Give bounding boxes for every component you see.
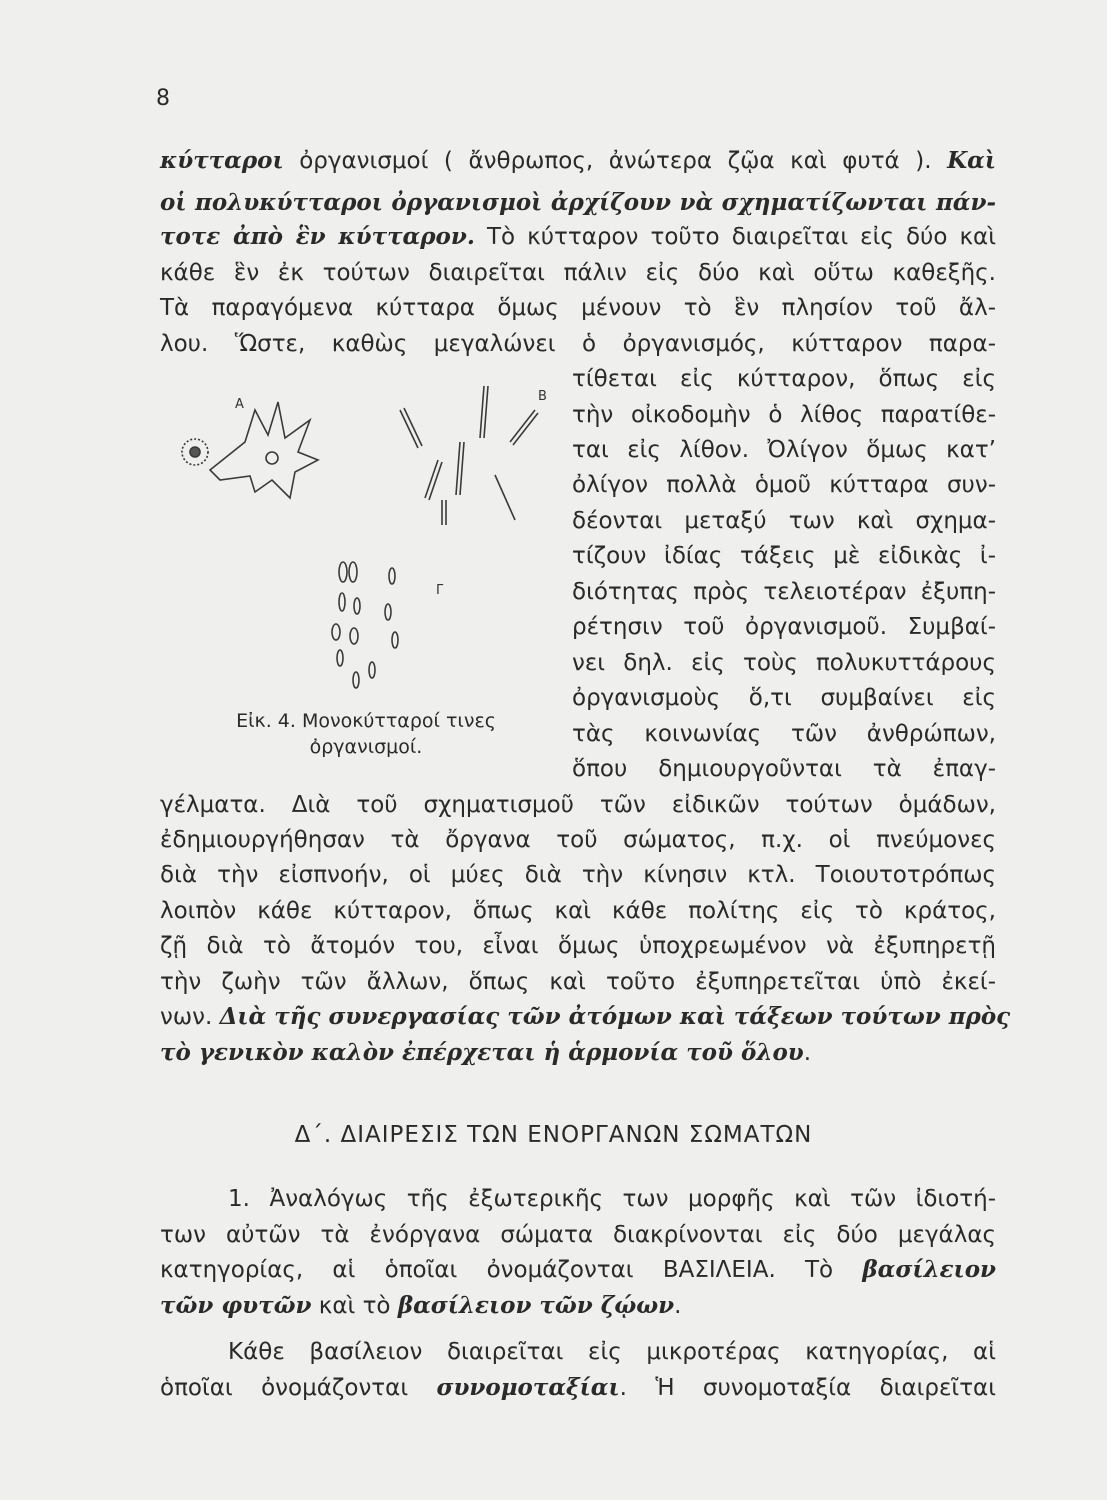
text-line: οἱ πολυκύτταροι ὀργανισμοὶ ἀρχίζουν νὰ σχηματίζωνται πάν- [160,189,996,216]
text-line: διὰ τὴν εἰσπνοήν, οἱ μύες διὰ τὴν κίνησιν κτλ. Τοιουτοτρόπως [160,862,996,888]
text-line: λοιπὸν κάθε κύτταρον, ὅπως καὶ κάθε πολίτης εἰς τὸ κράτος, [160,898,996,924]
figure-caption [196,708,536,760]
text-line: τίζουν ἰδίας τάξεις μὲ εἰδικὰς ἰ- [572,543,996,569]
text-line: τῶν φυτῶν καὶ τὸ βασίλειον τῶν ζῴων. [160,1292,682,1319]
text-line: νει δηλ. εἰς τοὺς πολυκυττάρους [572,650,996,676]
text-line: των αὐτῶν τὰ ἐνόργανα σώματα διακρίνονται εἰς δύο μεγάλας [160,1222,996,1248]
text-line: ὀλίγον πολλὰ ὁμοῦ κύτταρα συν- [572,472,996,498]
text-line: ὀργανισμοὺς ὅ,τι συμβαίνει εἰς [572,685,996,711]
figure-label-a: Α [235,397,244,412]
page-number: 8 [156,86,170,111]
text-line: τὸ γενικὸν καλὸν ἐπέρχεται ἡ ἁρμονία τοῦ ὅλου. [160,1039,812,1066]
caption-line: Εἰκ. 4. Μονοκύτταροί τινες [236,710,496,732]
text-line: κύτταροι ὀργανισμοί ( ἄνθρωπος, ἀνώτερα ζῷα καὶ φυτά ). Καὶ [160,147,996,174]
text-line: 1. Ἀναλόγως τῆς ἐξωτερικῆς των μορφῆς καὶ τῶν ἰδιοτή- [228,1186,996,1212]
text-line: ἐδημιουργήθησαν τὰ ὄργανα τοῦ σώματος, π.χ. οἱ πνεύμονες [160,827,996,853]
text-line: νων. Διὰ τῆς συνεργασίας τῶν ἀτόμων καὶ τάξεων τούτων πρὸς [160,1003,1011,1030]
text-line: τὰς κοινωνίας τῶν ἀνθρώπων, [572,721,996,747]
text-line: τὴν οἰκοδομὴν ὁ λίθος παρατίθε- [572,402,996,428]
text-line: τίθεται εἰς κύτταρον, ὅπως εἰς [572,366,996,392]
amoeba-shape [210,402,318,498]
caption-line: ὀργανισμοί. [309,736,423,758]
amoeba-nucleus [266,452,278,464]
figure-label-b: Β [538,389,547,404]
text-line: Κάθε βασίλειον διαιρεῖται εἰς μικροτέρας κατηγορίας, αἱ [228,1339,996,1365]
text-line: διότητας πρὸς τελειοτέραν ἐξυπη- [572,579,996,605]
text-line: ὁποῖαι ὀνομάζονται συνομοταξίαι. Ἡ συνομοταξία διαιρεῖται [160,1374,996,1401]
text-line: δέονται μεταξύ των καὶ σχημα- [572,508,996,534]
text-line: ζῇ διὰ τὸ ἄτομόν του, εἶναι ὅμως ὑποχρεωμένον νὰ ἐξυπηρετῇ [160,933,996,959]
section-heading: Δ΄. ΔΙΑΙΡΕΣΙΣ ΤΩΝ ΕΝΟΡΓΑΝΩΝ ΣΩΜΑΤΩΝ [294,1122,813,1148]
text-line: τὴν ζωὴν τῶν ἄλλων, ὅπως καὶ τοῦτο ἐξυπηρετεῖται ὑπὸ ἐκεί- [160,969,996,995]
figure-label-g: Γ [436,583,444,598]
text-line: ὅπου δημιουργοῦνται τὰ ἐπαγ- [572,756,996,782]
text-line: γέλματα. Διὰ τοῦ σχηματισμοῦ τῶν εἰδικῶν τούτων ὁμάδων, [160,792,996,818]
text-line: κατηγορίας, αἱ ὁποῖαι ὀνομάζονται ΒΑΣΙΛΕΙΑ. Τὸ βασίλειον [160,1256,996,1283]
text-line: λου. Ὥστε, καθὼς μεγαλώνει ὁ ὀργανισμός, κύτταρον παρα- [160,331,996,357]
text-line: Τὰ παραγόμενα κύτταρα ὅμως μένουν τὸ ἓν πλησίον τοῦ ἄλ- [160,295,996,321]
text-line: ται εἰς λίθον. Ὀλίγον ὅμως κατ’ [572,437,996,463]
text-line: κάθε ἓν ἐκ τούτων διαιρεῖται πάλιν εἰς δύο καὶ οὕτω καθεξῆς. [160,260,996,286]
text-line: ρέτησιν τοῦ ὀργανισμοῦ. Συμβαί- [572,614,996,640]
text-line: τοτε ἀπὸ ἓν κύτταρον. Τὸ κύτταρον τοῦτο διαιρεῖται εἰς δύο καὶ [160,223,996,250]
